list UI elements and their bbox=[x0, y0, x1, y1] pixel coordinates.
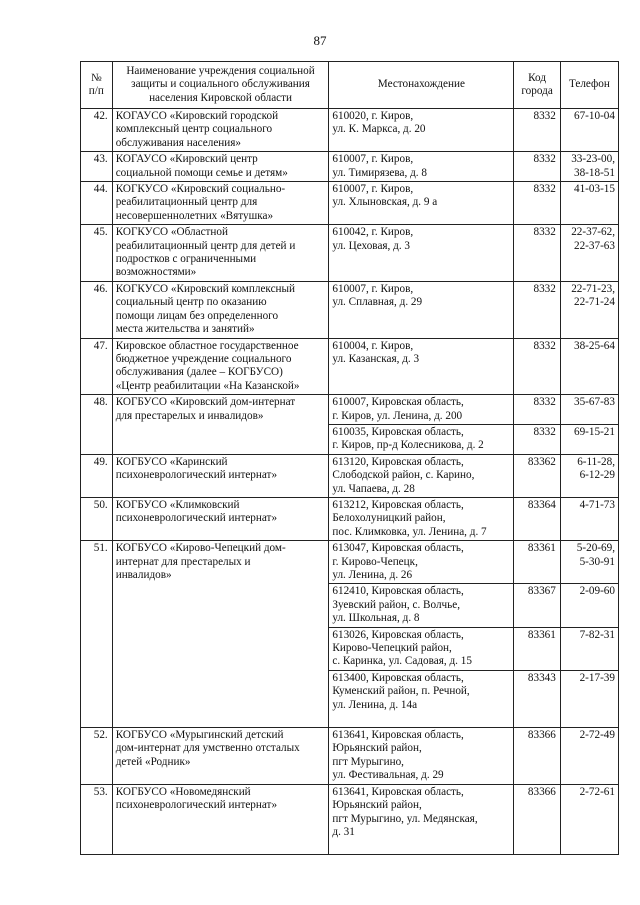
phone-line: 2-17-39 bbox=[579, 671, 615, 684]
address-line: 613641, Кировская область, bbox=[332, 729, 464, 742]
city-code: 83362 bbox=[514, 454, 561, 497]
institution-name-line: КОГБУСО «Климковский bbox=[115, 498, 240, 511]
address-cell bbox=[329, 338, 514, 395]
address-cell bbox=[329, 395, 514, 425]
phone-cell bbox=[560, 281, 618, 338]
header-line: Код bbox=[528, 71, 547, 84]
institution-name-line: детей «Родник» bbox=[115, 755, 191, 768]
address-cell bbox=[329, 152, 514, 182]
header-line: населения Кировской области bbox=[149, 91, 293, 104]
row-number: 52. bbox=[81, 728, 113, 785]
header-phone bbox=[560, 62, 618, 109]
address-line: ул. Фестивальная, д. 29 bbox=[332, 769, 444, 782]
table-row bbox=[81, 454, 619, 497]
city-code: 83361 bbox=[514, 541, 561, 584]
address-line: 613026, Кировская область, bbox=[332, 628, 464, 641]
phone-line: 67-10-04 bbox=[573, 110, 615, 122]
institution-name-line: интернат для престарелых и bbox=[115, 555, 251, 568]
address-line: ул. Тимирязева, д. 8 bbox=[332, 166, 427, 179]
phone-line: 33-23-00, bbox=[571, 153, 615, 166]
table-row bbox=[81, 395, 619, 425]
institution-name-line: помощи лицам без определенного bbox=[115, 309, 279, 322]
phone-cell bbox=[560, 424, 618, 454]
table-row bbox=[81, 541, 619, 584]
address-cell bbox=[329, 728, 514, 785]
row-number: 53. bbox=[81, 784, 113, 855]
address-line: ул. Хлыновская, д. 9 а bbox=[332, 196, 438, 209]
phone-cell bbox=[560, 454, 618, 497]
address-cell bbox=[329, 497, 514, 540]
institution-name-line: инвалидов» bbox=[115, 569, 172, 581]
address-line: 613120, Кировская область, bbox=[332, 455, 464, 468]
address-line: с. Каринка, ул. Садовая, д. 15 bbox=[332, 655, 472, 668]
address-line: Юрьянский район, bbox=[332, 742, 422, 755]
address-line: 610020, г. Киров, bbox=[332, 110, 414, 122]
address-line: Слободской район, с. Карино, bbox=[332, 469, 475, 482]
address-line: ул. Цеховая, д. 3 bbox=[332, 239, 411, 252]
city-code: 83366 bbox=[514, 728, 561, 785]
city-code: 8332 bbox=[514, 182, 561, 225]
table-row bbox=[81, 182, 619, 225]
address-line: ул. Казанская, д. 3 bbox=[332, 352, 420, 365]
row-number: 49. bbox=[81, 454, 113, 497]
institution-name bbox=[112, 497, 329, 540]
header-line: города bbox=[521, 85, 553, 97]
phone-line: 6-12-29 bbox=[579, 469, 615, 482]
address-line: Белохолуницкий район, bbox=[332, 512, 446, 525]
address-line: ул. К. Маркса, д. 20 bbox=[332, 123, 426, 136]
address-cell bbox=[329, 225, 514, 282]
row-number: 47. bbox=[81, 338, 113, 395]
city-code: 83361 bbox=[514, 627, 561, 670]
header-num bbox=[81, 62, 113, 109]
institution-name-line: дом-интернат для умственно отсталых bbox=[115, 742, 300, 755]
phone-line: 22-71-23, bbox=[571, 282, 615, 295]
address-line: 610042, г. Киров, bbox=[332, 226, 414, 239]
institution-name-line: возможностями» bbox=[115, 266, 197, 279]
phone-cell bbox=[560, 784, 618, 855]
address-line: 610007, г. Киров, bbox=[332, 153, 414, 166]
city-code: 8332 bbox=[514, 281, 561, 338]
institution-name-line: для престарелых и инвалидов» bbox=[115, 409, 264, 422]
city-code: 8332 bbox=[514, 424, 561, 454]
phone-line: 38-18-51 bbox=[573, 166, 615, 179]
address-cell bbox=[329, 670, 514, 727]
institution-name-line: реабилитационный центр для детей и bbox=[115, 239, 296, 252]
institution-name-line: психоневрологический интернат» bbox=[115, 469, 278, 482]
address-line: Юрьянский район, bbox=[332, 799, 422, 812]
address-line: пгт Мурыгино, ул. Медянская, bbox=[332, 812, 478, 825]
institution-name-line: несовершеннолетних «Вятушка» bbox=[115, 209, 274, 222]
institution-name bbox=[112, 182, 329, 225]
phone-line: 22-71-24 bbox=[573, 296, 615, 309]
table-body bbox=[81, 109, 619, 855]
address-line: г. Киров, пр-д Колесникова, д. 2 bbox=[332, 439, 484, 452]
institution-name bbox=[112, 109, 329, 152]
city-code: 83367 bbox=[514, 584, 561, 627]
phone-cell bbox=[560, 627, 618, 670]
header-address bbox=[329, 62, 514, 109]
city-code: 8332 bbox=[514, 109, 561, 152]
city-code: 8332 bbox=[514, 395, 561, 425]
institution-name-line: КОГКУСО «Кировский социально- bbox=[115, 183, 286, 196]
address-cell bbox=[329, 109, 514, 152]
institution-name bbox=[112, 541, 329, 728]
address-line: 613212, Кировская область, bbox=[332, 498, 464, 511]
institution-name-line: КОГБУСО «Новомедянский bbox=[115, 785, 251, 798]
phone-cell bbox=[560, 152, 618, 182]
address-cell bbox=[329, 182, 514, 225]
phone-cell bbox=[560, 497, 618, 540]
row-number: 45. bbox=[81, 225, 113, 282]
phone-line: 2-72-61 bbox=[579, 785, 615, 798]
header-line: Наименование учреждения социальной bbox=[126, 64, 315, 77]
phone-cell bbox=[560, 225, 618, 282]
institution-name-line: КОГБУСО «Кирово-Чепецкий дом- bbox=[115, 542, 286, 555]
phone-cell bbox=[560, 395, 618, 425]
address-line: пгт Мурыгино, bbox=[332, 755, 404, 768]
page-number: 87 bbox=[313, 33, 327, 48]
phone-line: 4-71-73 bbox=[579, 498, 615, 511]
city-code: 8332 bbox=[514, 225, 561, 282]
address-line: 610007, Кировская область, bbox=[332, 396, 464, 409]
city-code: 83364 bbox=[514, 497, 561, 540]
institution-name-line: обслуживания (далее – КОГБУСО) bbox=[115, 366, 283, 379]
institution-name-line: социальной помощи семье и детям» bbox=[115, 166, 288, 179]
institution-name-line: КОГКУСО «Областной bbox=[115, 226, 228, 239]
institution-name bbox=[112, 152, 329, 182]
table-header-row bbox=[81, 62, 619, 109]
city-code: 8332 bbox=[514, 152, 561, 182]
row-number: 44. bbox=[81, 182, 113, 225]
phone-cell bbox=[560, 109, 618, 152]
table-row bbox=[81, 281, 619, 338]
phone-line: 5-30-91 bbox=[579, 555, 615, 568]
address-line: г. Киров, ул. Ленина, д. 200 bbox=[332, 409, 463, 422]
row-number: 46. bbox=[81, 281, 113, 338]
institution-name-line: КОГБУСО «Каринский bbox=[115, 455, 228, 468]
institution-name-line: психоневрологический интернат» bbox=[115, 512, 278, 525]
institution-name-line: «Центр реабилитации «На Казанской» bbox=[115, 379, 300, 392]
table-row bbox=[81, 497, 619, 540]
address-line: Кирово-Чепецкий район, bbox=[332, 642, 452, 655]
phone-line: 41-03-15 bbox=[573, 183, 615, 196]
phone-cell bbox=[560, 338, 618, 395]
institution-name-line: КОГБУСО «Кировский дом-интернат bbox=[115, 396, 296, 409]
institution-name-line: социальный центр по оказанию bbox=[115, 296, 267, 309]
address-line: ул. Ленина, д. 14а bbox=[332, 698, 418, 711]
address-line: 613400, Кировская область, bbox=[332, 671, 464, 684]
institution-name bbox=[112, 784, 329, 855]
address-line: 610007, г. Киров, bbox=[332, 183, 414, 196]
table-row bbox=[81, 728, 619, 785]
address-line: г. Кирово-Чепецк, bbox=[332, 555, 418, 568]
address-line: 612410, Кировская область, bbox=[332, 585, 464, 598]
city-code: 83366 bbox=[514, 784, 561, 855]
table-row bbox=[81, 338, 619, 395]
institution-name bbox=[112, 454, 329, 497]
address-line: 613641, Кировская область, bbox=[332, 785, 464, 798]
address-line: ул. Чапаева, д. 28 bbox=[332, 482, 415, 495]
phone-line: 22-37-63 bbox=[573, 239, 615, 252]
address-line: ул. Ленина, д. 26 bbox=[332, 569, 413, 581]
phone-line: 2-09-60 bbox=[579, 585, 615, 598]
address-cell bbox=[329, 424, 514, 454]
address-cell bbox=[329, 784, 514, 855]
address-line: ул. Сплавная, д. 29 bbox=[332, 296, 423, 309]
institution-name-line: КОГКУСО «Кировский комплексный bbox=[115, 282, 296, 295]
table-row bbox=[81, 784, 619, 855]
institution-name bbox=[112, 338, 329, 395]
address-line: Куменский район, п. Речной, bbox=[332, 685, 470, 698]
address-cell bbox=[329, 281, 514, 338]
institution-name-line: обслуживания населения» bbox=[115, 136, 241, 149]
institution-name-line: реабилитационный центр для bbox=[115, 196, 258, 209]
institution-name bbox=[112, 225, 329, 282]
institution-name-line: КОГАУСО «Кировский центр bbox=[115, 153, 258, 166]
city-code: 83343 bbox=[514, 670, 561, 727]
phone-line: 22-37-62, bbox=[571, 226, 615, 239]
phone-line: 69-15-21 bbox=[573, 425, 615, 438]
address-cell bbox=[329, 454, 514, 497]
institution-name-line: комплексный центр социального bbox=[115, 123, 273, 136]
phone-cell bbox=[560, 584, 618, 627]
row-number: 51. bbox=[81, 541, 113, 728]
institution-name-line: КОГБУСО «Мурыгинский детский bbox=[115, 729, 284, 742]
address-line: пос. Климковка, ул. Ленина, д. 7 bbox=[332, 525, 487, 538]
phone-line: 6-11-28, bbox=[577, 455, 615, 468]
row-number: 43. bbox=[81, 152, 113, 182]
header-code bbox=[514, 62, 561, 109]
row-number: 48. bbox=[81, 395, 113, 455]
phone-cell bbox=[560, 728, 618, 785]
address-line: д. 31 bbox=[332, 825, 355, 838]
institution-name bbox=[112, 281, 329, 338]
address-cell bbox=[329, 584, 514, 627]
phone-line: 7-82-31 bbox=[579, 628, 615, 641]
address-line: 613047, Кировская область, bbox=[332, 542, 464, 555]
row-number: 50. bbox=[81, 497, 113, 540]
institutions-table bbox=[80, 61, 619, 855]
header-line: Местонахождение bbox=[377, 78, 465, 91]
institution-name-line: подростков с ограниченными bbox=[115, 253, 257, 266]
header-line: Телефон bbox=[568, 78, 610, 91]
city-code: 8332 bbox=[514, 338, 561, 395]
header-line: п/п bbox=[88, 85, 104, 97]
address-cell bbox=[329, 541, 514, 584]
header-line: № bbox=[91, 71, 102, 84]
address-line: 610035, Кировская область, bbox=[332, 425, 464, 438]
address-line: Зуевский район, с. Волчье, bbox=[332, 598, 461, 611]
phone-line: 38-25-64 bbox=[573, 339, 615, 352]
header-name bbox=[112, 62, 329, 109]
phone-cell bbox=[560, 670, 618, 727]
phone-cell bbox=[560, 182, 618, 225]
header-line: защиты и социального обслуживания bbox=[131, 78, 310, 91]
phone-cell bbox=[560, 541, 618, 584]
table-row bbox=[81, 225, 619, 282]
institution-name-line: бюджетное учреждение социального bbox=[115, 352, 292, 365]
address-line: 610007, г. Киров, bbox=[332, 282, 414, 295]
address-cell bbox=[329, 627, 514, 670]
institution-name-line: места жительства и занятий» bbox=[115, 323, 255, 336]
row-number: 42. bbox=[81, 109, 113, 152]
institution-name-line: КОГАУСО «Кировский городской bbox=[115, 110, 279, 122]
table-row bbox=[81, 152, 619, 182]
phone-line: 35-67-83 bbox=[573, 396, 615, 409]
table-row bbox=[81, 109, 619, 152]
phone-line: 2-72-49 bbox=[579, 729, 615, 742]
address-line: ул. Школьная, д. 8 bbox=[332, 612, 420, 625]
institution-name bbox=[112, 395, 329, 455]
address-line: 610004, г. Киров, bbox=[332, 339, 414, 352]
institution-name bbox=[112, 728, 329, 785]
institution-name-line: психоневрологический интернат» bbox=[115, 799, 278, 812]
phone-line: 5-20-69, bbox=[576, 542, 615, 555]
institution-name-line: Кировское областное государственное bbox=[115, 339, 299, 352]
